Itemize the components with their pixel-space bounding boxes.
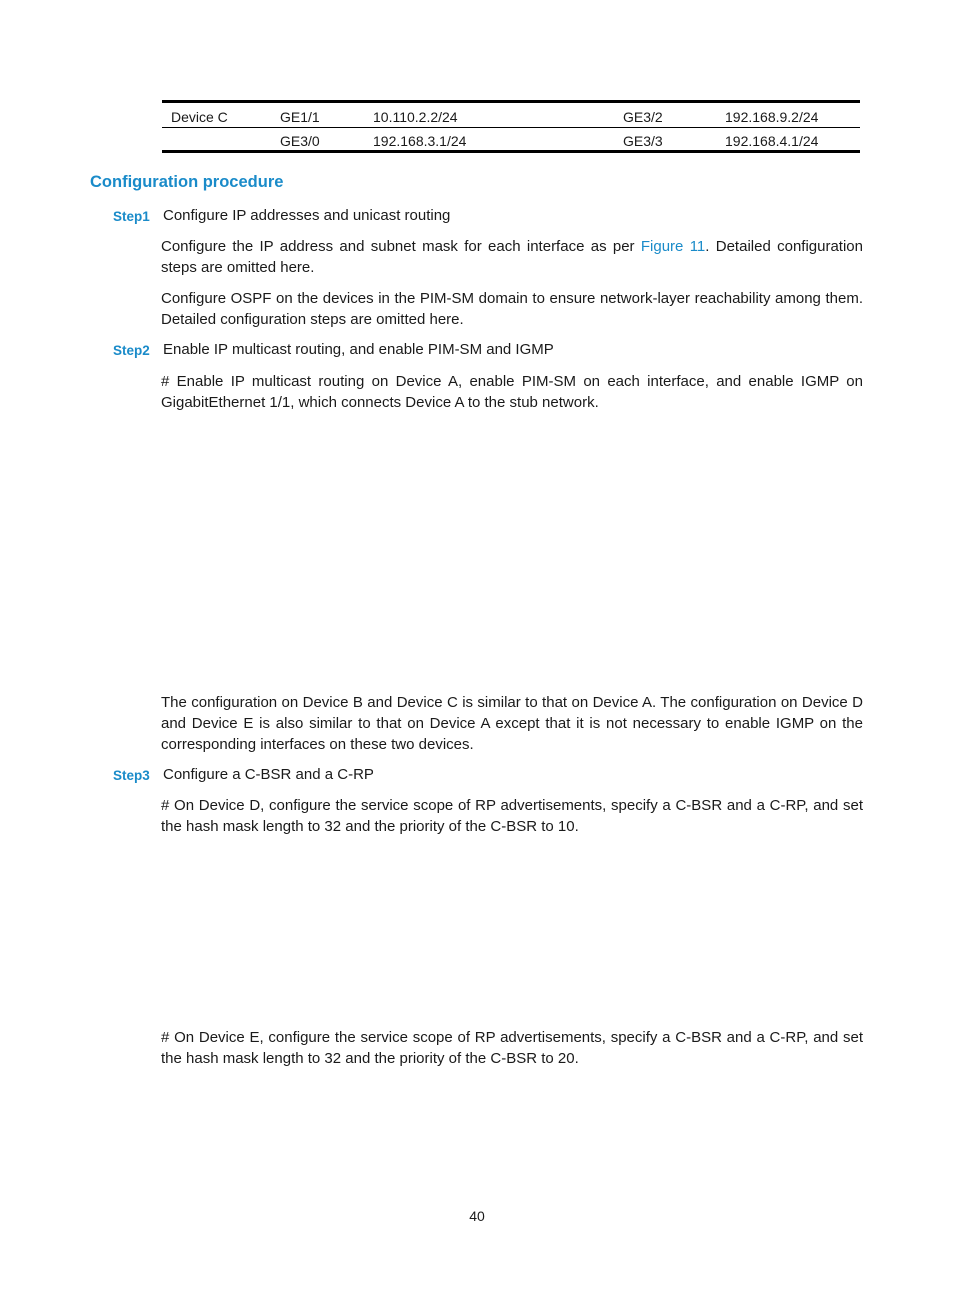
step-label: Step3 [113, 768, 150, 783]
text-run: . Detailed configuration steps are omitted here. [161, 238, 863, 276]
table-row [162, 128, 860, 150]
figure-link[interactable]: Figure 11 [640, 238, 706, 255]
step-text: Configure IP addresses and unicast routing [163, 207, 451, 224]
page-number: 40 [469, 1208, 485, 1224]
interface-address-table [162, 100, 860, 153]
paragraph: The configuration on Device B and Device C is similar to that on Device A. The configuration on Device D and Device E is also similar to that on Device A except that it is not necessary to enable IGMP on the corresponding interfaces on these two devices. [161, 694, 863, 753]
paragraph [161, 236, 863, 278]
step-label: Step1 [113, 209, 150, 224]
paragraph: # On Device E, configure the service scope of RP advertisements, specify a C-BSR and a C-RP, and set the hash mask length to 32 and the priority of the C-BSR to 20. [161, 1029, 863, 1067]
table-cell: GE3/2 [623, 109, 663, 125]
table-cell: 10.110.2.2/24 [373, 109, 458, 125]
table-cell: Device C [171, 109, 228, 125]
paragraph: # On Device D, configure the service scope of RP advertisements, specify a C-BSR and a C-RP, and set the hash mask length to 32 and the priority of the C-BSR to 10. [161, 797, 863, 835]
table-cell: 192.168.9.2/24 [725, 109, 819, 125]
table-cell: 192.168.3.1/24 [373, 133, 467, 149]
paragraph: # Enable IP multicast routing on Device A, enable PIM-SM on each interface, and enable IGMP on GigabitEthernet 1/1, which connects Device A to the stub network. [161, 373, 863, 411]
step-text: Configure a C-BSR and a C-RP [163, 766, 374, 783]
section-heading: Configuration procedure [90, 173, 284, 191]
table-cell: GE3/0 [280, 133, 320, 149]
table-cell: GE3/3 [623, 133, 663, 149]
paragraph: Configure OSPF on the devices in the PIM-SM domain to ensure network-layer reachability among them. Detailed configuration steps are omitted here. [161, 290, 863, 328]
table-row [162, 103, 860, 128]
text-run: Configure the IP address and subnet mask for each interface as per [161, 238, 641, 255]
step-label: Step2 [113, 343, 150, 358]
step-text: Enable IP multicast routing, and enable PIM-SM and IGMP [163, 341, 554, 358]
table-cell: GE1/1 [280, 109, 320, 125]
table-cell: 192.168.4.1/24 [725, 133, 819, 149]
